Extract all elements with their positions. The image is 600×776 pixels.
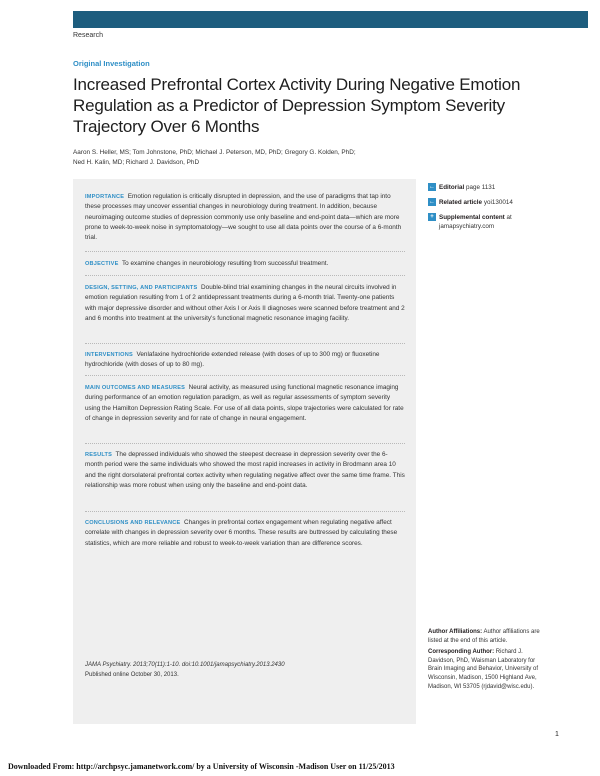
arrow-left-icon: ← <box>429 184 435 190</box>
abstract-importance <box>85 192 405 243</box>
abstract-text: To examine changes in neurobiology resulting from successful treatment. <box>121 260 329 267</box>
abstract-text: The depressed individuals who showed the steepest decrease in depression severity over the 6-month period were the same individuals who showed the most rapid increases in activity in Brodmann area 10 and the right dorsolateral prefrontal cortex activity when regulating negative affect over the same time frame. This relationship was more robust when using only the baseline and end-point data. <box>85 451 405 489</box>
link-detail: page 1131 <box>465 184 496 191</box>
citation-line: JAMA Psychiatry. 2013;70(11):1-10. doi:10.1001/jamapsychiatry.2013.2430 <box>85 662 285 668</box>
plus-icon: + <box>428 213 436 221</box>
abstract-label: OBJECTIVE <box>85 261 119 267</box>
article-title: Increased Prefrontal Cortex Activity During Negative Emotion Regulation as a Predictor of Depression Symptom Severity Trajectory Over 6 Months <box>73 75 521 136</box>
abstract-text: Double-blind trial examining changes in the neural circuits involved in emotion regulation resulting from 1 of 2 antidepressant treatments during a 6-month trial. Twenty-one patients with major depressive disorder and without other Axis I or Axis II diagnoses were scanned before treatment and 2 and 6 months into treatment at the university's functional magnetic resonance imaging facility. <box>85 284 405 322</box>
affiliation-text: Author affiliations are listed at the end of this article. <box>428 629 540 644</box>
abstract-design <box>85 283 405 324</box>
related-article-link[interactable] <box>428 198 558 207</box>
article-type: Original Investigation <box>73 59 150 68</box>
page-number: 1 <box>555 731 559 738</box>
affiliation-text: Richard J. Davidson, PhD, Waisman Laboratory for Brain Imaging and Behavior, University of Wisconsin, Madison, 1500 Highland Ave, Madison, WI 53705 (rjdavid@wisc.edu). <box>428 649 539 690</box>
abstract-outcomes <box>85 383 405 424</box>
affiliations <box>428 628 540 694</box>
corresponding-author <box>428 648 540 691</box>
abstract-text: Emotion regulation is critically disrupted in depression, and the use of paradigms that tap into these processes may uncover essential changes in neurobiology during treatment. In addition, because neuroimaging outcome studies of depression commonly use only baseline and end-point data—which are more prone to week-to-week noise in symptomatology—we sought to use all data points over the course of a 6-month trial. <box>85 193 402 242</box>
abstract-box <box>73 179 416 724</box>
link-label: Supplemental content <box>439 214 505 221</box>
section-divider <box>85 511 405 512</box>
author-list <box>73 148 403 168</box>
abstract-label: DESIGN, SETTING, AND PARTICIPANTS <box>85 285 198 291</box>
authors-line: Aaron S. Heller, MS; Tom Johnstone, PhD; Michael J. Peterson, MD, PhD; Gregory G. Kolden, PhD; <box>73 149 356 156</box>
editorial-link[interactable] <box>428 183 558 192</box>
abstract-results <box>85 450 405 491</box>
affiliation-label: Author Affiliations: <box>428 629 483 635</box>
arrow-left-icon: ← <box>429 199 435 205</box>
published-date: Published online October 30, 2013. <box>85 671 179 678</box>
section-divider <box>85 251 405 252</box>
supplemental-content-link[interactable] <box>428 213 558 231</box>
abstract-label: CONCLUSIONS AND RELEVANCE <box>85 520 181 526</box>
abstract-text: Neural activity, as measured using functional magnetic resonance imaging during performance of an emotion regulation paradigm, as well as regular assessments of symptom severity using the Hamilton Depression Rating Scale. For use of all data points, slope trajectories were calculated for rate of change in depression severity and for rate of change in neural engagement. <box>85 384 404 422</box>
abstract-objective <box>85 259 405 269</box>
link-detail: yoi130014 <box>483 199 513 206</box>
abstract-label: MAIN OUTCOMES AND MEASURES <box>85 385 186 391</box>
link-label: Editorial <box>439 184 465 191</box>
abstract-interventions <box>85 350 405 371</box>
abstract-text: Changes in prefrontal cortex engagement when regulating negative affect correlate with changes in depression severity over 6 months. These results are buttressed by calculating these statistics, which are more reliable and robust to week-to-week variation than are difference scores. <box>85 519 398 547</box>
authors-line: Ned H. Kalin, MD; Richard J. Davidson, PhD <box>73 159 200 166</box>
author-affiliations <box>428 628 540 645</box>
download-footer: Downloaded From: http://archpsyc.jamanetwork.com/ by a University of Wisconsin -Madison User on 11/25/2013 <box>8 762 395 771</box>
abstract-label: IMPORTANCE <box>85 194 125 200</box>
section-divider <box>85 275 405 276</box>
related-content-links <box>428 183 558 237</box>
citation <box>85 661 405 680</box>
abstract-conclusions <box>85 518 405 549</box>
section-label: Research <box>73 32 103 39</box>
link-detail: at jamapsychiatry.com <box>439 214 512 230</box>
section-divider <box>85 343 405 344</box>
abstract-text: Venlafaxine hydrochloride extended release (with doses of up to 300 mg) or fluoxetine hydrochloride (with doses of up to 80 mg). <box>85 351 380 369</box>
section-divider <box>85 443 405 444</box>
section-divider <box>85 375 405 376</box>
link-label: Related article <box>439 199 483 206</box>
journal-header-bar <box>73 11 588 28</box>
abstract-label: INTERVENTIONS <box>85 352 133 358</box>
abstract-label: RESULTS <box>85 452 113 458</box>
affiliation-label: Corresponding Author: <box>428 649 495 656</box>
